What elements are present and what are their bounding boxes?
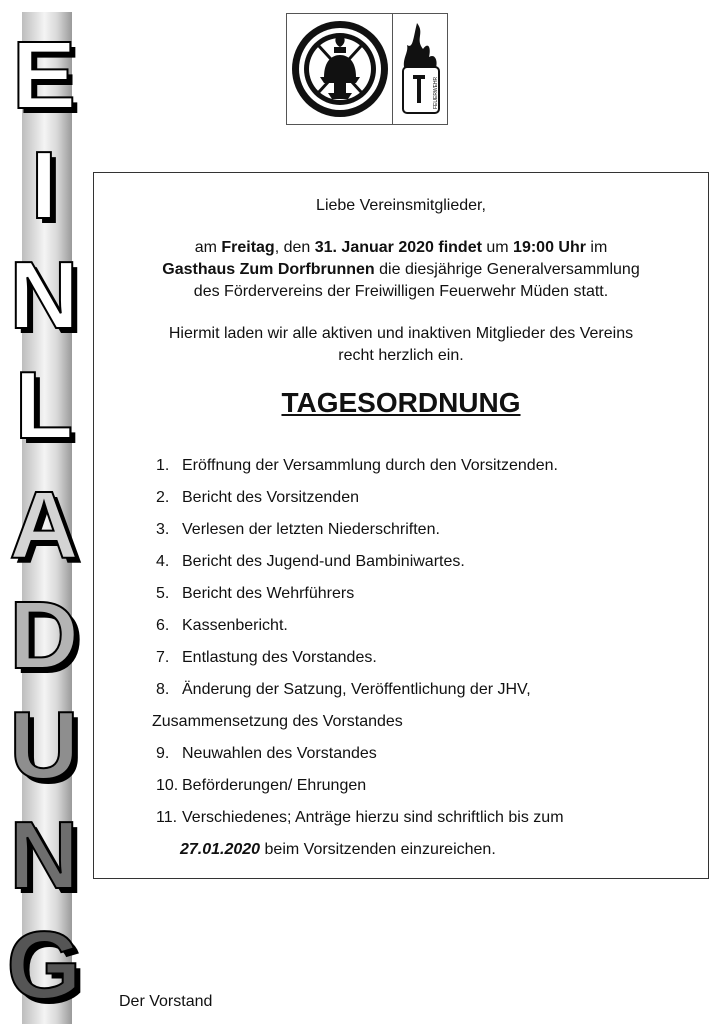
invitation-box	[93, 172, 709, 879]
agenda-item: 10. Beförderungen/ Ehrungen	[156, 777, 367, 794]
agenda-deadline	[180, 841, 496, 859]
title-letter: L	[14, 352, 74, 459]
agenda-item: 8. Änderung der Satzung, Veröffentlichung der JHV,	[156, 681, 531, 698]
deadline-date: 27.01.2020	[180, 841, 261, 858]
intro-text: am	[194, 239, 222, 256]
agenda-item: 4. Bericht des Jugend-und Bambiniwartes.	[156, 553, 465, 570]
title-letter: N	[9, 802, 79, 909]
intro-text: die diesjährige Generalversammlung	[374, 261, 640, 278]
agenda-item: 11. Verschiedenes; Anträge hierzu sind schriftlich bis zum	[156, 809, 564, 826]
title-letter: G	[6, 912, 82, 1019]
agenda-item: 9. Neuwahlen des Vorstandes	[156, 745, 377, 762]
intro-text: , den	[274, 239, 315, 256]
title-letter: A	[9, 472, 79, 579]
title-letter: I	[30, 132, 58, 239]
intro-line-3: des Fördervereins der Freiwilligen Feuerwehr Müden statt.	[193, 283, 609, 300]
foerderverein-emblem	[393, 14, 447, 124]
intro-line-1	[94, 237, 708, 258]
vertical-title	[0, 0, 90, 1024]
intro-text: im	[585, 239, 608, 256]
agenda-item: 1. Eröffnung der Versammlung durch den Vorsitzenden.	[156, 457, 558, 474]
intro-time: 19:00 Uhr	[513, 239, 586, 256]
helmet-emblem-icon	[290, 19, 390, 119]
deadline-text: beim Vorsitzenden einzureichen.	[260, 841, 496, 858]
invite-line-2: recht herzlich ein.	[338, 347, 464, 364]
intro-line-2	[94, 259, 708, 280]
flame-emblem-icon	[395, 19, 445, 119]
agenda-item: 5. Bericht des Wehrführers	[156, 585, 355, 602]
title-letter: U	[9, 692, 79, 799]
signature: Der Vorstand	[119, 993, 213, 1010]
intro-text: um	[481, 239, 514, 256]
agenda-item: 7. Entlastung des Vorstandes.	[156, 649, 377, 666]
logo-text: FEUERWEHR	[433, 76, 440, 109]
title-letter: E	[11, 22, 77, 129]
intro-weekday: Freitag	[221, 239, 275, 256]
agenda-item: 3. Verlesen der letzten Niederschriften.	[156, 521, 440, 538]
agenda-item: 6. Kassenbericht.	[156, 617, 288, 634]
greeting: Liebe Vereinsmitglieder,	[316, 197, 486, 214]
agenda-item: 2. Bericht des Vorsitzenden	[156, 489, 359, 506]
logo-header	[286, 13, 448, 125]
fire-brigade-emblem	[287, 14, 393, 124]
agenda-item-continuation: Zusammensetzung des Vorstandes	[152, 713, 403, 730]
title-letter: N	[9, 242, 79, 349]
intro-date: 31. Januar 2020 findet	[314, 239, 482, 256]
invite-line-1: Hiermit laden wir alle aktiven und inaktiven Mitglieder des Vereins	[168, 325, 634, 342]
title-letter: D	[9, 582, 79, 689]
agenda-title: TAGESORDNUNG	[281, 387, 521, 418]
intro-venue: Gasthaus Zum Dorfbrunnen	[162, 261, 375, 278]
